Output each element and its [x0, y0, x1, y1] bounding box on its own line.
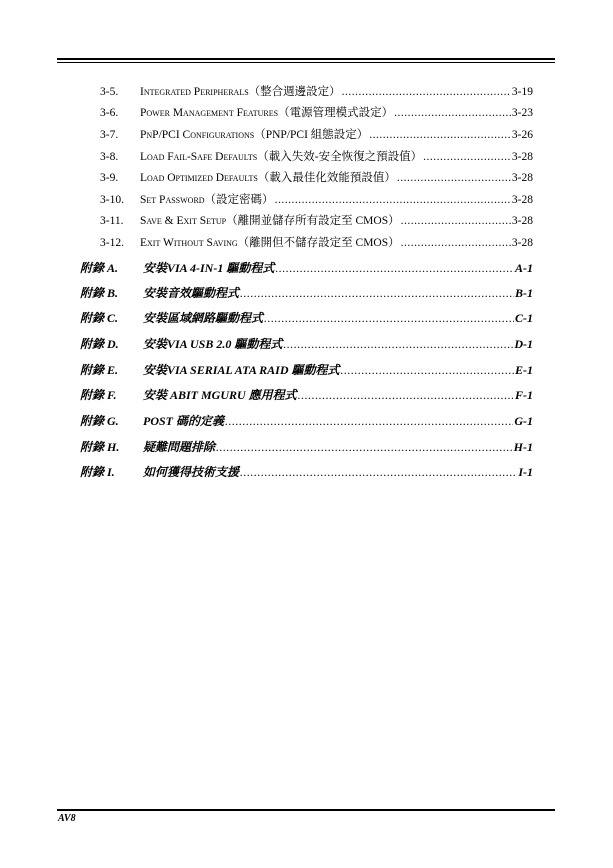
toc-entry-page: 3-19: [511, 86, 533, 98]
appendix-entry-title: 安裝VIA 4-IN-1 驅動程式: [143, 261, 275, 275]
appendix-leader-dots: [341, 363, 514, 378]
appendix-entry[interactable]: [80, 361, 533, 377]
header-rule: [57, 58, 555, 60]
toc-entry-title: Load Optimized Defaults（載入最佳化效能預設值）: [140, 172, 396, 184]
appendix-entry-number: 附錄 H.: [80, 440, 120, 454]
appendix-entry-number: 附錄 D.: [80, 337, 119, 351]
toc-entry-title: Power Management Features（電源管理模式設定）: [140, 107, 394, 119]
appendix-entry-title: 安裝音效驅動程式: [143, 286, 240, 300]
toc-entry-number: 3-12.: [100, 237, 124, 249]
appendix-entry-number: 附錄 G.: [80, 414, 119, 428]
toc-leader-dots: [394, 107, 511, 119]
appendix-entry-title: 安裝VIA SERIAL ATA RAID 驅動程式: [143, 363, 340, 377]
toc-entry-title: Exit Without Saving（離開但不儲存設定至 CMOS）: [140, 237, 400, 249]
toc-entry-title: Load Fail-Safe Defaults（載入失效-安全恢復之預設值）: [140, 151, 423, 163]
appendix-leader-dots: [275, 261, 514, 276]
toc-leader-dots: [401, 237, 511, 249]
toc-entry-page: 3-28: [511, 172, 533, 184]
footer-rule: [57, 809, 555, 811]
appendix-entry-page: F-1: [515, 388, 533, 402]
appendix-entry-page: D-1: [514, 337, 533, 351]
toc-leader-dots: [369, 129, 511, 141]
appendix-entry[interactable]: [80, 463, 533, 479]
toc-leader-dots: [401, 215, 511, 227]
toc-entry-number: 3-6.: [100, 107, 119, 119]
toc-entry-number: 3-11.: [100, 215, 124, 227]
toc-entry-number: 3-9.: [100, 172, 119, 184]
appendix-entry-title: 疑難問題排除: [143, 440, 216, 454]
toc-entry[interactable]: [100, 191, 533, 207]
appendix-entry-title: 安裝 ABIT MGURU 應用程式: [143, 388, 297, 402]
appendix-leader-dots: [216, 440, 513, 455]
appendix-entry-number: 附錄 C.: [80, 311, 119, 325]
appendix-entry-number: 附錄 A.: [80, 261, 119, 275]
appendix-leader-dots: [240, 286, 514, 301]
appendix-entry-number: 附錄 B.: [80, 286, 119, 300]
toc-entry-page: 3-23: [511, 107, 533, 119]
appendix-entry-page: H-1: [513, 440, 533, 454]
appendix-entry-number: 附錄 F.: [80, 388, 117, 402]
appendix-entry-page: C-1: [515, 311, 533, 325]
toc-entry[interactable]: [100, 234, 533, 250]
appendix-entry-page: B-1: [515, 286, 533, 300]
appendix-entry-title: 如何獲得技術支援: [143, 465, 240, 479]
toc-entry-title: Save & Exit Setup（離開並儲存所有設定至 CMOS）: [140, 215, 400, 227]
appendix-leader-dots: [240, 465, 517, 480]
appendix-leader-dots: [225, 414, 513, 429]
appendix-leader-dots: [298, 388, 514, 403]
toc-entry-title: Integrated Peripherals（整合週邊設定）: [140, 86, 341, 98]
appendix-entry-page: A-1: [515, 261, 533, 275]
appendix-entry[interactable]: [80, 335, 533, 351]
appendix-entry[interactable]: [80, 438, 533, 454]
appendix-entry-number: 附錄 E.: [80, 363, 119, 377]
appendix-entry[interactable]: [80, 412, 533, 428]
toc-entry[interactable]: [100, 169, 533, 185]
toc-entry-page: 3-28: [511, 215, 533, 227]
toc-entry-page: 3-28: [511, 237, 533, 249]
toc-leader-dots: [342, 86, 511, 98]
appendix-entry-number: 附錄 I.: [80, 465, 115, 479]
toc-entry[interactable]: [100, 83, 533, 99]
toc-entry[interactable]: [100, 126, 533, 142]
appendix-entry-title: 安裝VIA USB 2.0 驅動程式: [143, 337, 283, 351]
toc-entry-number: 3-7.: [100, 129, 119, 141]
toc-entry-number: 3-10.: [100, 194, 124, 206]
toc-entry-page: 3-28: [511, 194, 533, 206]
appendix-entry[interactable]: [80, 386, 533, 402]
appendix-entry-title: POST 碼的定義: [143, 414, 225, 428]
appendix-entry-page: G-1: [514, 414, 533, 428]
toc-leader-dots: [275, 194, 511, 206]
toc-leader-dots: [423, 151, 511, 163]
toc-entry-page: 3-28: [511, 151, 533, 163]
appendix-entry-page: E-1: [515, 363, 533, 377]
appendix-entry[interactable]: [80, 259, 533, 275]
toc-entry-title: Set Password（設定密碼）: [140, 194, 274, 206]
appendix-leader-dots: [264, 311, 514, 326]
appendix-leader-dots: [283, 337, 513, 352]
header-rule-thin: [57, 62, 555, 63]
toc-entry[interactable]: [100, 212, 533, 228]
appendix-entry-title: 安裝區域網路驅動程式: [143, 311, 264, 325]
toc-entry[interactable]: [100, 148, 533, 164]
toc-entry-number: 3-8.: [100, 151, 119, 163]
toc-entry[interactable]: [100, 104, 533, 120]
appendix-entry[interactable]: [80, 284, 533, 300]
appendix-entry[interactable]: [80, 309, 533, 325]
toc-entry-page: 3-26: [511, 129, 533, 141]
toc-leader-dots: [397, 172, 511, 184]
footer-model-label: AV8: [58, 813, 76, 824]
toc-entry-title: PnP/PCI Configurations（PNP/PCI 組態設定）: [140, 129, 369, 141]
toc-entry-number: 3-5.: [100, 86, 119, 98]
appendix-entry-page: I-1: [518, 465, 533, 479]
